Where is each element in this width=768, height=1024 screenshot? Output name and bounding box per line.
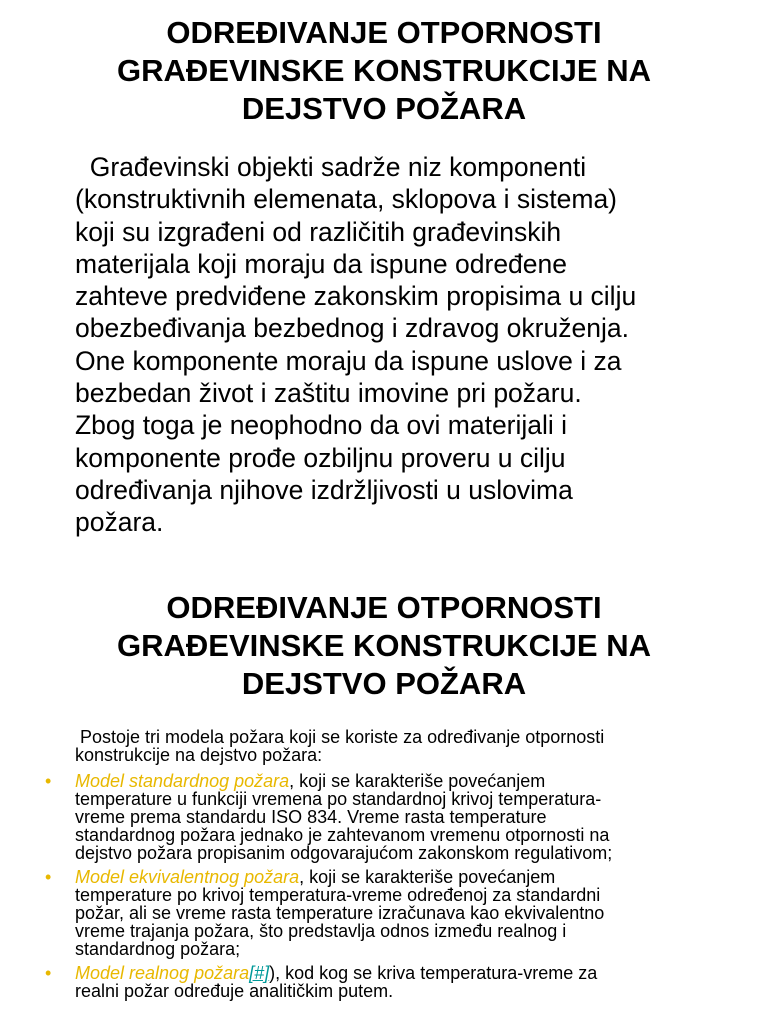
bullet-text-line: standardnog požara; <box>75 939 241 959</box>
lead-line: konstrukcije na dejstvo požara: <box>75 745 323 765</box>
paragraph-line: bezbedan život i zaštitu imovine pri požaru. <box>75 378 582 409</box>
paragraph-line: požara. <box>75 507 164 538</box>
bullet-text-line: temperature po krivoj temperatura-vreme određenoj za standardni <box>75 885 601 905</box>
slide1-title-line: ODREĐIVANJE OTPORNOSTI <box>166 15 602 50</box>
bullet-text-line: standardnog požara jednako je zahtevanom vremenu otpornosti na <box>75 825 610 845</box>
slide2-title-line: GRAĐEVINSKE KONSTRUKCIJE NA <box>117 628 651 663</box>
bullet-text: , koji se karakteriše povećanjem <box>289 771 546 791</box>
bullet-text-line: dejstvo požara propisanim odgovarajućom zakonskom regulativom; <box>75 843 613 863</box>
paragraph-line: One komponente moraju da ispune uslove i za <box>75 345 622 376</box>
fire-model-list <box>0 772 768 1006</box>
paragraph-line: (konstruktivnih elemenata, sklopova i sistema) <box>75 184 618 215</box>
bullet-text-line: vreme prema standardu ISO 834. Vreme rasta temperature <box>75 807 547 827</box>
paragraph-line: određivanja njihove izdržljivosti u uslovima <box>75 474 573 505</box>
model-name: Model standardnog požara <box>75 771 290 791</box>
bullet-icon: • <box>45 771 52 791</box>
slide2-lead <box>75 728 735 764</box>
slide2-title-line: ODREĐIVANJE OTPORNOSTI <box>166 590 602 625</box>
bullet-icon: • <box>45 963 52 983</box>
bullet-text: , koji se karakteriše povećanjem <box>299 867 556 887</box>
bullet-icon: • <box>45 867 52 887</box>
list-item <box>0 964 768 1000</box>
slide1-title-line: DEJSTVO POŽARA <box>241 91 527 126</box>
lead-line: Postoje tri modela požara koji se koriste za određivanje otpornosti <box>75 727 605 747</box>
slide2-title-line: DEJSTVO POŽARA <box>241 666 527 701</box>
bullet-text-line: realni požar određuje analitičkim putem. <box>75 981 394 1001</box>
paragraph-line: koji su izgrađeni od različitih građevinskih <box>75 216 562 247</box>
paragraph-line: materijala koji moraju da ispune određene <box>75 248 568 279</box>
bullet-text-line: požar, ali se vreme rasta temperature izračunava kao ekvivalentno <box>75 903 605 923</box>
bullet-text-line: temperature u funkciji vremena po standardnoj krivoj temperatura- <box>75 789 602 809</box>
slide1-paragraph <box>75 151 735 539</box>
bullet-first-line <box>75 772 768 790</box>
paragraph-line: Zbog toga je neophodno da ovi materijali i <box>75 410 568 441</box>
slide1-title <box>0 14 768 128</box>
bullet-first-line <box>75 964 768 982</box>
list-item <box>0 868 768 958</box>
slide2-title <box>0 589 768 703</box>
slide1-title-line: GRAĐEVINSKE KONSTRUKCIJE NA <box>117 53 651 88</box>
paragraph-line: zahteve predviđene zakonskim propisima u cilju <box>75 281 637 312</box>
bullet-text: ), kod kog se kriva temperatura-vreme za <box>269 963 598 983</box>
paragraph-line: Građevinski objekti sadrže niz komponenti <box>75 152 587 182</box>
paragraph-line: obezbeđivanja bezbednog i zdravog okruženja. <box>75 313 629 344</box>
paragraph-line: komponente prođe ozbiljnu proveru u cilju <box>75 442 566 473</box>
model-name: Model realnog požara <box>75 963 250 983</box>
bullet-text-line: vreme trajanja požara, što predstavlja odnos između realnog i <box>75 921 567 941</box>
reference-link[interactable]: [#] <box>249 963 270 983</box>
list-item <box>0 772 768 862</box>
model-name: Model ekvivalentnog požara <box>75 867 300 887</box>
bullet-first-line <box>75 868 768 886</box>
